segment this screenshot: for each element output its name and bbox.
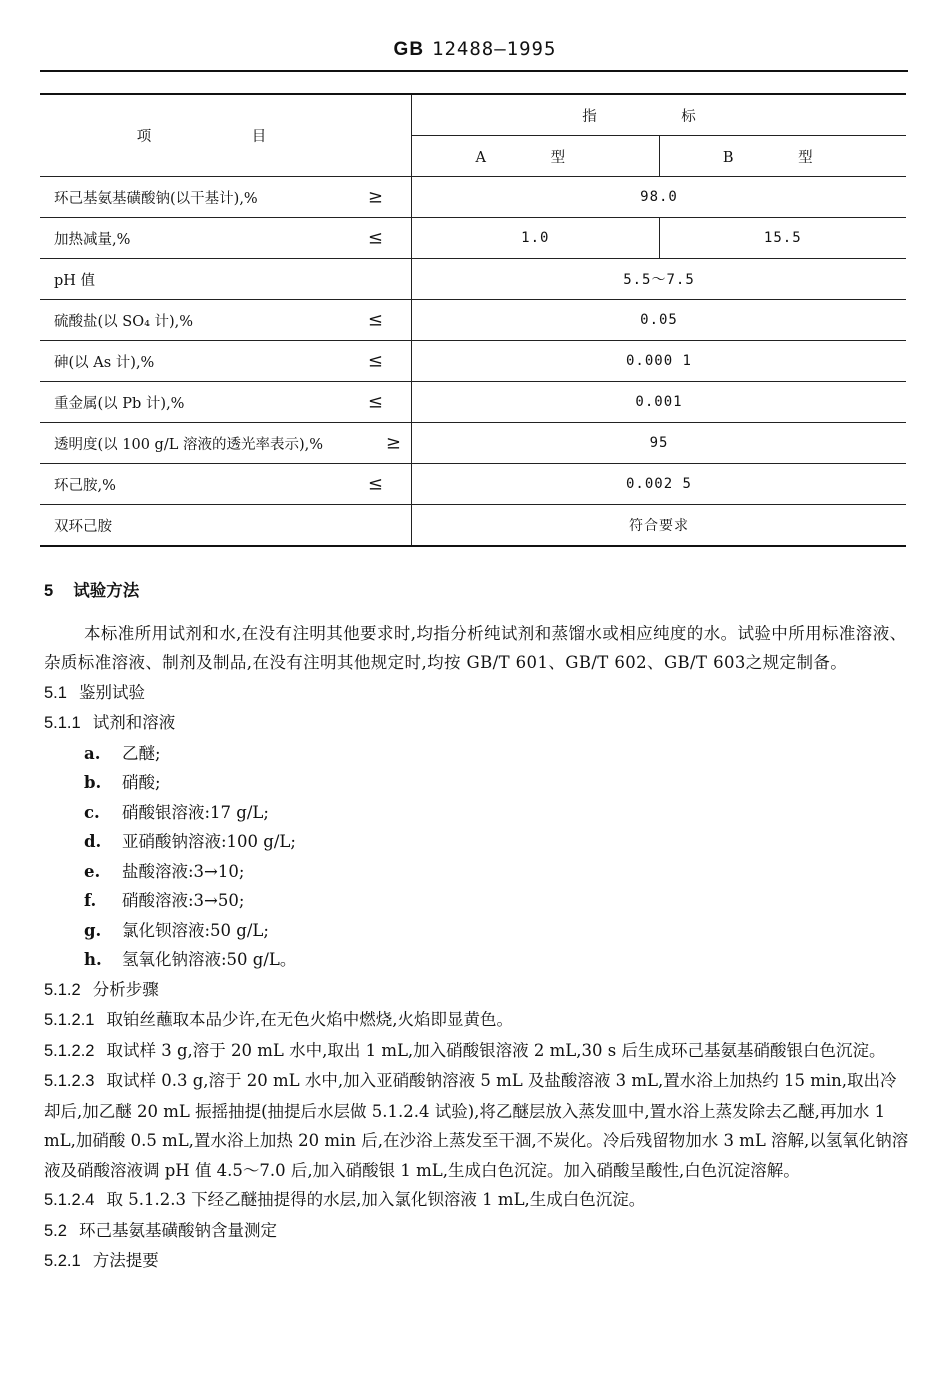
- clause-5-1-2-4: [44, 1185, 910, 1216]
- section-5-2-1-heading: [44, 1246, 910, 1277]
- clause-text: 取铂丝蘸取本品少许,在无色火焰中燃烧,火焰即显黄色。: [106, 1010, 513, 1029]
- col-index-header: 指 标: [412, 94, 907, 136]
- row-symbol: ≥: [385, 432, 401, 454]
- row-value: 0.05: [412, 300, 907, 341]
- table-row: [40, 464, 906, 505]
- list-item: [44, 916, 910, 946]
- table-row: [40, 423, 906, 464]
- section-number: 5.1.2.4: [44, 1191, 95, 1209]
- list-value: 氢氧化钠溶液:50 g/L。: [122, 950, 297, 969]
- section-5-1-2-heading: [44, 975, 910, 1006]
- clause-5-1-2-2: [44, 1036, 910, 1067]
- row-name: 硫酸盐(以 SO₄ 计),%: [54, 313, 194, 330]
- table-row: [40, 505, 906, 547]
- row-name: 双环己胺: [54, 518, 112, 535]
- section-5-paragraph: 本标准所用试剂和水,在没有注明其他要求时,均指分析纯试剂和蒸馏水或相应纯度的水。试验中所用标准溶液、杂质标准溶液、制剂及制品,在没有注明其他规定时,均按 GB/T 601、GB/T 602、GB/T 603之规定制备。: [44, 623, 907, 672]
- list-key: f.: [84, 891, 97, 910]
- table-row: [40, 218, 906, 259]
- row-item: [40, 300, 412, 341]
- section-title: 方法提要: [92, 1251, 159, 1270]
- list-key: c.: [84, 802, 100, 822]
- section-title: 试验方法: [73, 582, 140, 600]
- row-value: 0.001: [412, 382, 907, 423]
- page-header: [0, 38, 950, 61]
- table-row: [40, 259, 906, 300]
- list-item: [44, 886, 910, 916]
- row-value-b: 15.5: [659, 218, 906, 259]
- clause-5-1-2-3: [44, 1066, 910, 1185]
- section-number: 5.1.2: [44, 980, 81, 999]
- row-symbol: ≤: [367, 350, 383, 372]
- clause-text: 取试样 0.3 g,溶于 20 mL 水中,加入亚硝酸钠溶液 5 mL 及盐酸溶液 3 mL,置水浴上加热约 15 min,取出冷却后,加乙醚 20 mL 振摇抽提(抽提后水层做 5.1.2.4 试验),将乙醚层放入蒸发皿中,置水浴上蒸发除去乙醚,再加水 1 mL,加硝酸 0.5 mL,置水浴上加热 20 min 后,在沙浴上蒸发至干涸,不炭化。冷后残留物加水 3 mL 溶解,以氢氧化钠溶液及硝酸溶液调 pH 值 4.5～7.0 后,加入硝酸银 1 mL,生成白色沉淀。加入硝酸呈酸性,白色沉淀溶解。: [44, 1071, 909, 1180]
- section-5-heading: [44, 577, 910, 607]
- list-key: b.: [84, 773, 102, 792]
- row-item: [40, 382, 412, 423]
- section-5-1-heading: [44, 678, 910, 709]
- row-name: 环己胺,%: [54, 477, 116, 494]
- list-value: 亚硝酸钠溶液:100 g/L;: [122, 832, 296, 851]
- row-symbol: ≤: [367, 391, 383, 413]
- list-key: a.: [84, 743, 101, 763]
- clause-text: 取试样 3 g,溶于 20 mL 水中,取出 1 mL,加入硝酸银溶液 2 mL,30 s 后生成环己基氨基硝酸银白色沉淀。: [106, 1040, 886, 1060]
- list-key: h.: [84, 950, 102, 969]
- section-number: 5.1.2.3: [44, 1072, 95, 1090]
- row-value: 符合要求: [412, 505, 907, 547]
- section-number: 5.2: [44, 1221, 67, 1240]
- list-value: 氯化钡溶液:50 g/L;: [122, 920, 269, 940]
- row-symbol: ≤: [367, 227, 383, 249]
- header-rule: [40, 70, 908, 72]
- list-item: [44, 798, 910, 828]
- list-value: 硝酸银溶液:17 g/L;: [122, 802, 269, 822]
- row-name: 加热减量,%: [54, 231, 131, 248]
- section-number: 5.1.2.2: [44, 1041, 95, 1060]
- section-5-1-1-heading: [44, 708, 910, 739]
- row-item: [40, 423, 412, 464]
- row-value: 5.5～7.5: [412, 259, 907, 300]
- section-title: 鉴别试验: [78, 682, 145, 702]
- list-item: [44, 857, 910, 887]
- row-item: [40, 218, 412, 259]
- section-title: 试剂和溶液: [92, 713, 176, 732]
- row-value: 0.002 5: [412, 464, 907, 505]
- section-title: 分析步骤: [92, 979, 159, 999]
- row-item: [40, 505, 412, 547]
- row-symbol: ≥: [367, 186, 383, 208]
- table-row: [40, 382, 906, 423]
- list-key: d.: [84, 832, 102, 851]
- row-symbol: ≤: [367, 473, 383, 495]
- row-name: pH 值: [54, 272, 96, 289]
- clause-5-1-2-1: [44, 1005, 910, 1036]
- list-item: [44, 945, 910, 975]
- body-text: [44, 577, 910, 1277]
- row-name: 砷(以 As 计),%: [54, 354, 155, 371]
- section-5-2-heading: [44, 1216, 910, 1247]
- list-item: [44, 768, 910, 798]
- standard-number: 12488—1995: [432, 38, 557, 60]
- row-value: 98.0: [412, 177, 907, 218]
- clause-text: 取 5.1.2.3 下经乙醚抽提得的水层,加入氯化钡溶液 1 mL,生成白色沉淀。: [106, 1190, 646, 1209]
- row-name: 环己基氨基磺酸钠(以干基计),%: [54, 190, 258, 207]
- section-number: 5: [44, 582, 54, 600]
- section-number: 5.1.1: [44, 714, 81, 732]
- table-row: [40, 300, 906, 341]
- row-value: 0.000 1: [412, 341, 907, 382]
- list-value: 盐酸溶液:3→10;: [122, 861, 245, 881]
- table-header-row: [40, 94, 906, 136]
- list-value: 硝酸;: [122, 773, 161, 792]
- specification-table: [40, 93, 906, 547]
- list-value: 乙醚;: [122, 743, 161, 763]
- gb-prefix: GB: [393, 39, 425, 60]
- section-number: 5.2.1: [44, 1252, 81, 1270]
- section-number: 5.1.2.1: [44, 1011, 95, 1029]
- row-name: 透明度(以 100 g/L 溶液的透光率表示),%: [54, 436, 323, 453]
- list-item: [44, 739, 910, 769]
- row-item: [40, 464, 412, 505]
- row-item: [40, 341, 412, 382]
- list-key: g.: [84, 920, 102, 940]
- row-value: 95: [412, 423, 907, 464]
- col-a-header: A 型: [412, 136, 660, 177]
- row-item: [40, 259, 412, 300]
- table-row: [40, 177, 906, 218]
- col-b-header: B 型: [659, 136, 906, 177]
- list-item: [44, 827, 910, 857]
- list-key: e.: [84, 861, 101, 881]
- list-value: 硝酸溶液:3→50;: [122, 891, 245, 910]
- row-item: [40, 177, 412, 218]
- table-row: [40, 341, 906, 382]
- row-symbol: ≤: [367, 309, 383, 331]
- section-title: 环己基氨基磺酸钠含量测定: [78, 1220, 277, 1240]
- row-name: 重金属(以 Pb 计),%: [54, 395, 185, 412]
- section-number: 5.1: [44, 683, 67, 702]
- col-item-header: 项 目: [40, 94, 412, 177]
- row-value-a: 1.0: [412, 218, 660, 259]
